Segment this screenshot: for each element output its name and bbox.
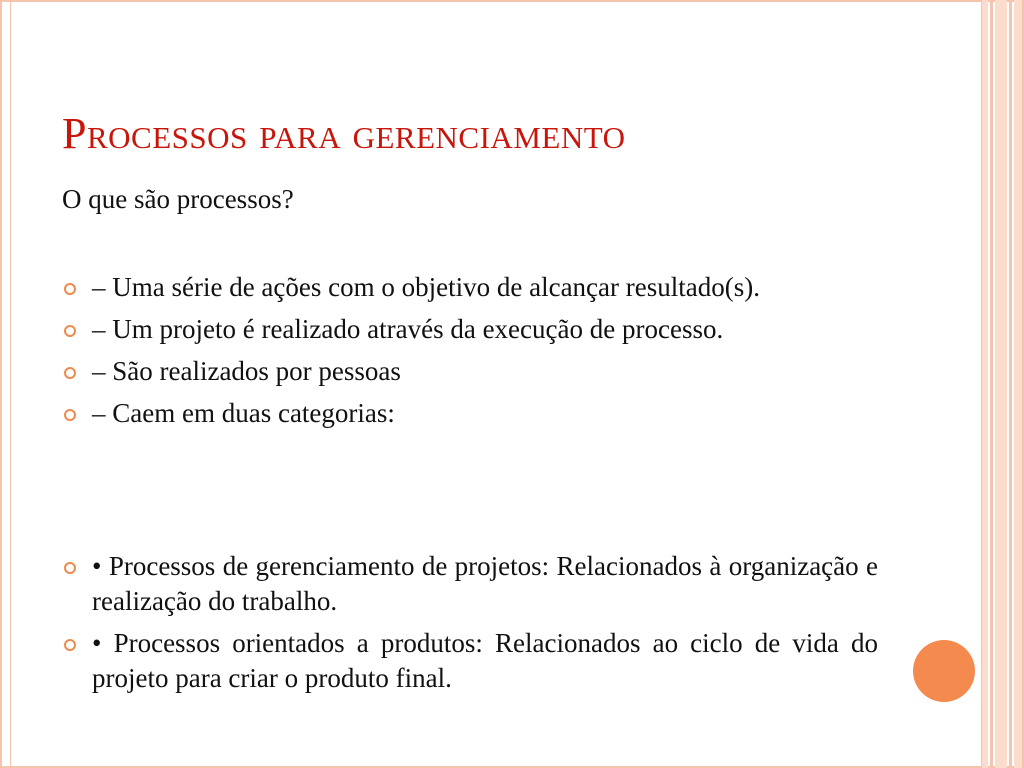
list-item-text: • Processos de gerenciamento de projetos: Relacionados à organização e realização do trabalho. <box>92 551 878 616</box>
list-item-text: – Uma série de ações com o objetivo de alcançar resultado(s). <box>92 272 760 302</box>
decorative-stripe <box>1009 0 1012 768</box>
decorative-circle <box>913 640 975 702</box>
bullet-circle-icon <box>64 367 76 379</box>
decorative-stripe <box>995 0 1007 768</box>
list-item <box>62 270 878 305</box>
bullet-circle-icon <box>64 325 76 337</box>
list-item-text: – Um projeto é realizado através da execução de processo. <box>92 314 724 344</box>
decorative-stripe <box>982 0 988 768</box>
bullet-circle-icon <box>64 283 76 295</box>
list-item <box>62 549 878 619</box>
bullet-circle-icon <box>64 639 76 651</box>
bullet-circle-icon <box>64 562 76 574</box>
list-item-text: – São realizados por pessoas <box>92 356 401 386</box>
list-item <box>62 354 878 389</box>
list-item-text: – Caem em duas categorias: <box>92 398 395 428</box>
decorative-stripe <box>990 0 993 768</box>
decorative-stripe <box>1014 0 1022 768</box>
bullet-list-categories <box>62 549 878 703</box>
bullet-circle-icon <box>64 409 76 421</box>
list-item-text: • Processos orientados a produtos: Relacionados ao ciclo de vida do projeto para criar o produto final. <box>92 628 878 693</box>
slide-question: O que são processos? <box>62 184 294 214</box>
list-item <box>62 626 878 696</box>
list-item <box>62 396 878 431</box>
list-item <box>62 312 878 347</box>
slide-title: Processos para gerenciamento <box>62 109 626 158</box>
bullet-list-definitions <box>62 270 878 438</box>
